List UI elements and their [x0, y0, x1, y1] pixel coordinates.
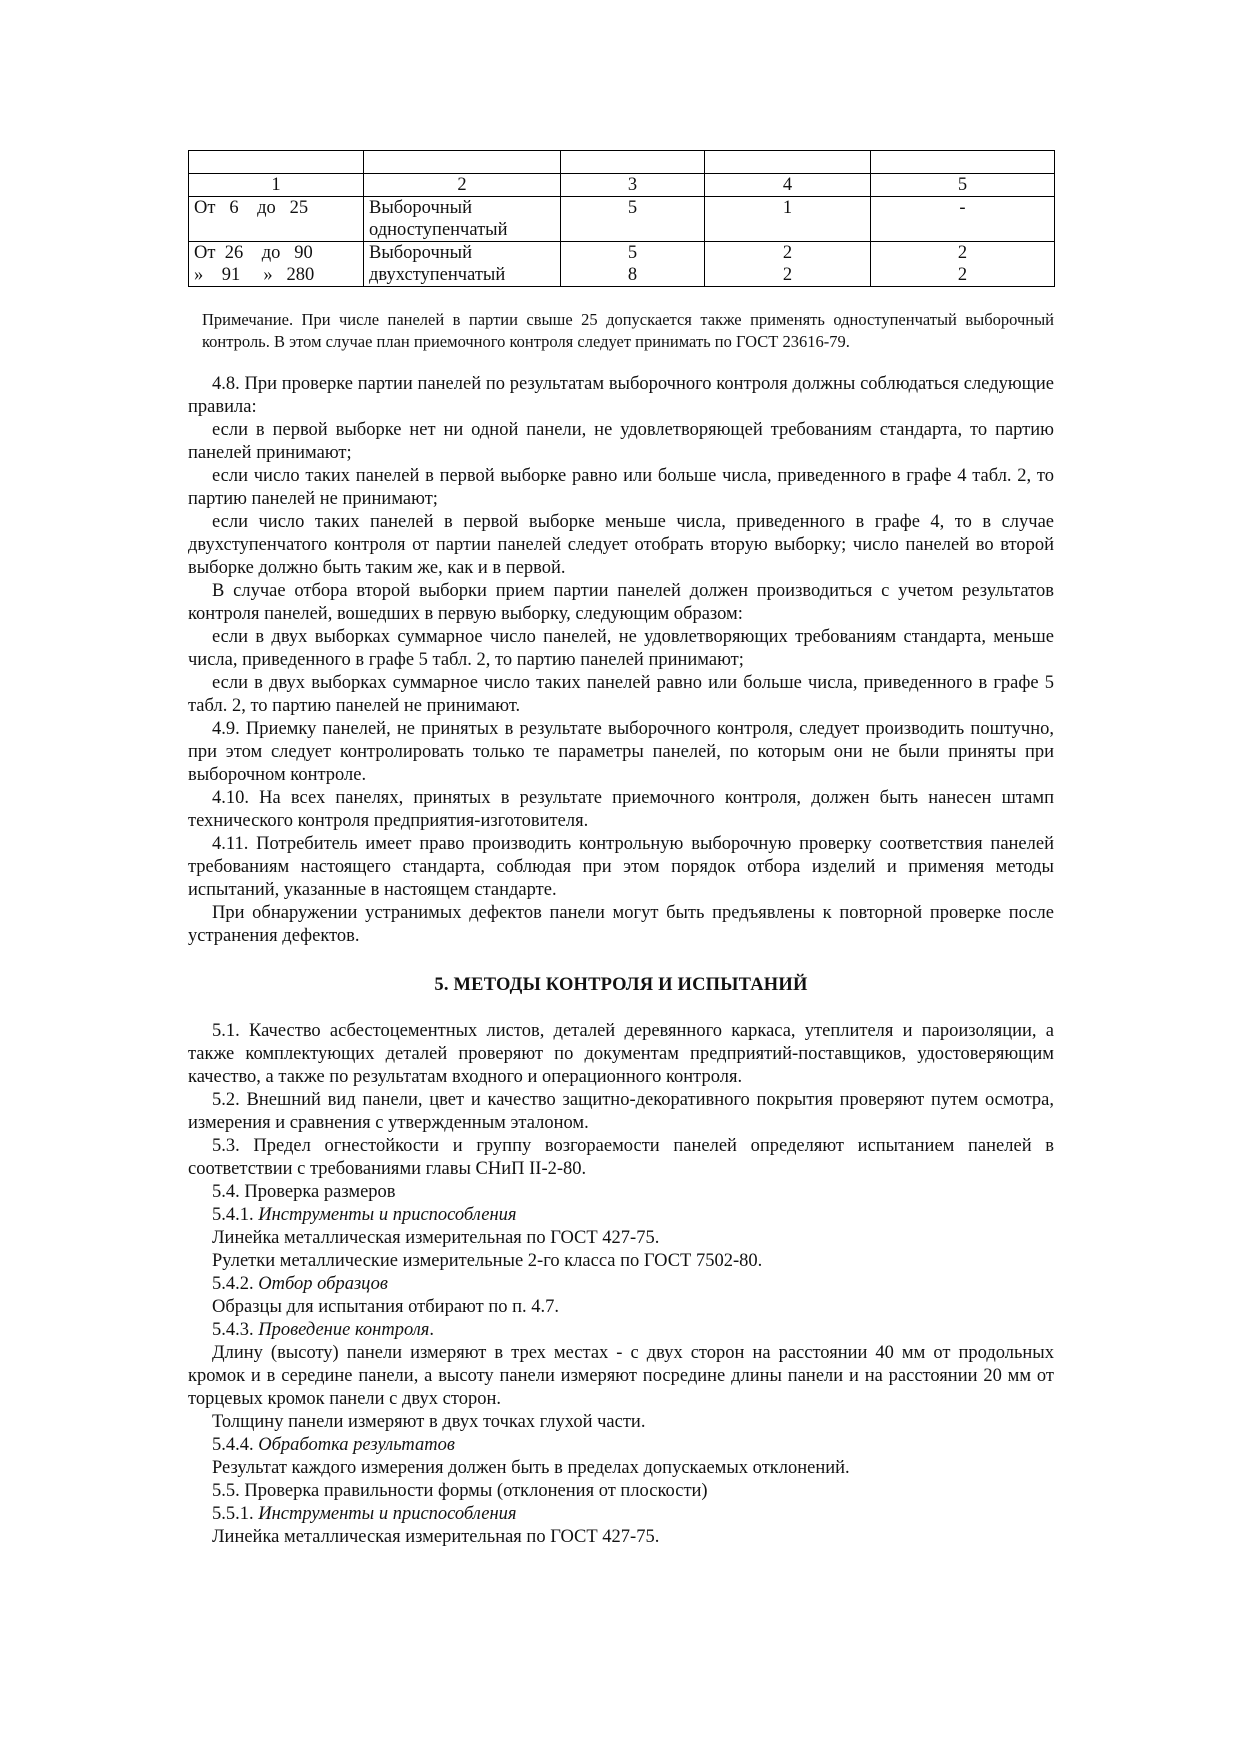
paragraph: если в первой выборке нет ни одной панели, не удовлетворяющей требованиям стандарта, то партию панелей принимают;: [188, 420, 1054, 463]
paragraph: если число таких панелей в первой выборке меньше числа, приведенного в графе 4, то в случае двухступенчатого контроля от партии панелей следует отобрать вторую выборку; число панелей во второй выборке должно быть таким же, как и в первой.: [188, 512, 1054, 578]
paragraph: Толщину панели измеряют в двух точках глухой части.: [212, 1412, 646, 1432]
sampling-plan-table: [188, 150, 1055, 287]
paragraph: если число таких панелей в первой выборке равно или больше числа, приведенного в графе 4 табл. 2, то партию панелей не принимают;: [188, 466, 1054, 509]
subsection-title: 5.4.4. Обработка результатов: [212, 1435, 455, 1455]
subsection-title: 5.4.2. Отбор образцов: [212, 1274, 388, 1294]
table-cell-method: Выборочный одноступенчатый: [364, 197, 561, 242]
table-cell-value: 2 2: [705, 242, 871, 287]
paragraph: 5.2. Внешний вид панели, цвет и качество защитно-декоративного покрытия проверяют путем осмотра, измерения и сравнения с утвержденным эталоном.: [188, 1090, 1054, 1133]
paragraph: Линейка металлическая измерительная по ГОСТ 427-75.: [212, 1527, 660, 1547]
table-header-cell: 3: [561, 174, 705, 197]
table-header-cell: 4: [705, 174, 871, 197]
table-row: [189, 197, 1055, 242]
paragraph: Длину (высоту) панели измеряют в трех местах - с двух сторон на расстоянии 40 мм от продольных кромок и в середине панели, а высоту панели измеряют посредине длины панели и на расстоянии 20 мм от торцевых кромок панели с двух сторон.: [188, 1343, 1054, 1409]
subsection-title: 5.4.1. Инструменты и приспособления: [212, 1205, 517, 1225]
paragraph: 5.5. Проверка правильности формы (отклонения от плоскости): [212, 1481, 708, 1501]
paragraph: 5.1. Качество асбестоцементных листов, деталей деревянного каркаса, утеплителя и пароизоляции, а также комплектующих деталей проверяют по документам предприятий-поставщиков, удостоверяющим качество, а также по результатам входного и операционного контроля.: [188, 1021, 1054, 1087]
table-header-cell: 5: [871, 174, 1055, 197]
table-cell-range: От 26 до 90 » 91 » 280: [189, 242, 364, 287]
paragraph: 5.3. Предел огнестойкости и группу возгораемости панелей определяют испытанием панелей в соответствии с требованиями главы СНиП II-2-80.: [188, 1136, 1054, 1179]
paragraph: Рулетки металлические измерительные 2-го класса по ГОСТ 7502-80.: [212, 1251, 763, 1271]
paragraph: 4.9. Приемку панелей, не принятых в результате выборочного контроля, следует производить поштучно, при этом следует контролировать только те параметры панелей, по которым они не были приняты при выборочном контроле.: [188, 719, 1054, 785]
paragraph: Образцы для испытания отбирают по п. 4.7.: [212, 1297, 560, 1317]
table-column-number-row: [189, 174, 1055, 197]
subsection-title: 5.5.1. Инструменты и приспособления: [212, 1504, 517, 1524]
paragraph: если в двух выборках суммарное число таких панелей равно или больше числа, приведенного в графе 5 табл. 2, то партию панелей не принимают.: [188, 673, 1054, 716]
table-cell-value: 5 8: [561, 242, 705, 287]
table-cell-value: -: [871, 197, 1055, 242]
paragraph: 4.10. На всех панелях, принятых в результате приемочного контроля, должен быть нанесен штамп технического контроля предприятия-изготовителя.: [188, 788, 1054, 831]
paragraph: При обнаружении устранимых дефектов панели могут быть предъявлены к повторной проверке после устранения дефектов.: [188, 903, 1054, 946]
paragraph: Результат каждого измерения должен быть в пределах допускаемых отклонений.: [212, 1458, 850, 1478]
paragraph: В случае отбора второй выборки прием партии панелей должен производиться с учетом результатов контроля панелей, вошедших в первую выборку, следующим образом:: [188, 581, 1054, 624]
table-cell-range: От 6 до 25: [189, 197, 364, 242]
table-row: [189, 242, 1055, 287]
table-cell-method: Выборочный двухступенчатый: [364, 242, 561, 287]
table-note: Примечание. При числе панелей в партии свыше 25 допускается также применять одноступенчатый выборочный контроль. В этом случае план приемочного контроля следует принимать по ГОСТ 23616-79.: [202, 310, 1054, 351]
table-header-cell: 2: [364, 174, 561, 197]
table-cell-value: 1: [705, 197, 871, 242]
document-page: [188, 150, 1054, 1549]
table-header-cell: 1: [189, 174, 364, 197]
table-cell-value: 5: [561, 197, 705, 242]
table-cell-value: 2 2: [871, 242, 1055, 287]
paragraph: 5.4. Проверка размеров: [212, 1182, 396, 1202]
paragraph: 4.8. При проверке партии панелей по результатам выборочного контроля должны соблюдаться следующие правила:: [188, 374, 1054, 417]
paragraph: Линейка металлическая измерительная по ГОСТ 427-75.: [212, 1228, 660, 1248]
paragraph: 4.11. Потребитель имеет право производить контрольную выборочную проверку соответствия панелей требованиям настоящего стандарта, соблюдая при этом порядок отбора изделий и применяя методы испытаний, указанные в настоящем стандарте.: [188, 834, 1054, 900]
paragraph: если в двух выборках суммарное число панелей, не удовлетворяющих требованиям стандарта, меньше числа, приведенного в графе 5 табл. 2, то партию панелей принимают;: [188, 627, 1054, 670]
subsection-title: 5.4.3. Проведение контроля.: [212, 1320, 435, 1340]
section-heading: 5. МЕТОДЫ КОНТРОЛЯ И ИСПЫТАНИЙ: [434, 975, 808, 995]
table-empty-header-row: [189, 151, 1055, 174]
